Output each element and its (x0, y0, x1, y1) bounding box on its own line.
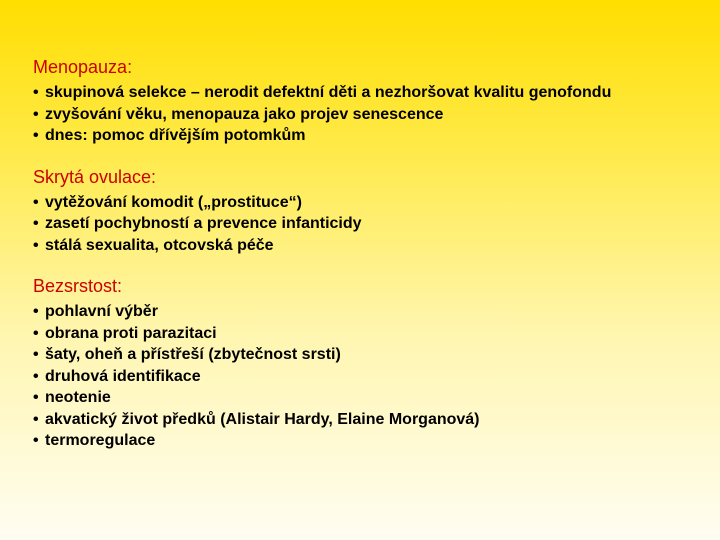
bullet-icon: • (33, 105, 39, 123)
bullet-icon: • (33, 236, 39, 254)
list-item (33, 213, 703, 235)
list-item-text: zvyšování věku, menopauza jako projev senescence (45, 105, 444, 123)
list-item-text: obrana proti parazitaci (45, 324, 217, 342)
section-heading: Menopauza: (33, 57, 133, 77)
section-heading: Bezsrstost: (33, 276, 123, 296)
bullet-icon: • (33, 84, 39, 101)
list-item (33, 301, 703, 323)
list-item (33, 366, 703, 388)
bullet-icon: • (33, 389, 39, 406)
list-item-text: termoregulace (45, 432, 156, 449)
bullet-icon: • (33, 303, 39, 320)
bullet-icon: • (33, 324, 39, 342)
list-item-text: druhová identifikace (45, 367, 201, 385)
list-item (33, 192, 703, 214)
section-skryta-ovulace (33, 166, 703, 257)
bullet-icon: • (33, 367, 39, 385)
list-item-text: dnes: pomoc dřívějším potomkům (45, 127, 306, 144)
bullet-icon: • (33, 127, 39, 144)
section-menopauza (33, 56, 703, 147)
section-bezsrstost (33, 275, 703, 452)
list-item-text: skupinová selekce – nerodit defektní děti a nezhoršovat kvalitu genofondu (45, 84, 612, 101)
bullet-icon: • (33, 215, 39, 232)
section-heading: Skrytá ovulace: (33, 166, 157, 187)
list-item-text: pohlavní výběr (45, 303, 158, 320)
list-item (33, 323, 703, 345)
list-item (33, 409, 703, 431)
slide-content (33, 56, 703, 471)
list-item (33, 82, 703, 104)
bullet-icon: • (33, 193, 39, 211)
bullet-icon: • (33, 346, 39, 363)
list-item (33, 104, 703, 126)
list-item-text: vytěžování komodit („prostituce“) (45, 193, 302, 211)
list-item (33, 387, 703, 409)
list-item (33, 344, 703, 366)
list-item-text: šaty, oheň a přístřeší (zbytečnost srsti) (45, 346, 341, 363)
bullet-icon: • (33, 410, 39, 428)
list-item-text: akvatický život předků (Alistair Hardy, Elaine Morganová) (45, 410, 480, 428)
list-item (33, 235, 703, 257)
list-item-text: stálá sexualita, otcovská péče (45, 236, 274, 254)
list-item-text: zasetí pochybností a prevence infanticidy (45, 215, 362, 232)
list-item (33, 430, 703, 452)
list-item-text: neotenie (45, 389, 111, 406)
list-item (33, 125, 703, 147)
bullet-icon: • (33, 432, 39, 449)
